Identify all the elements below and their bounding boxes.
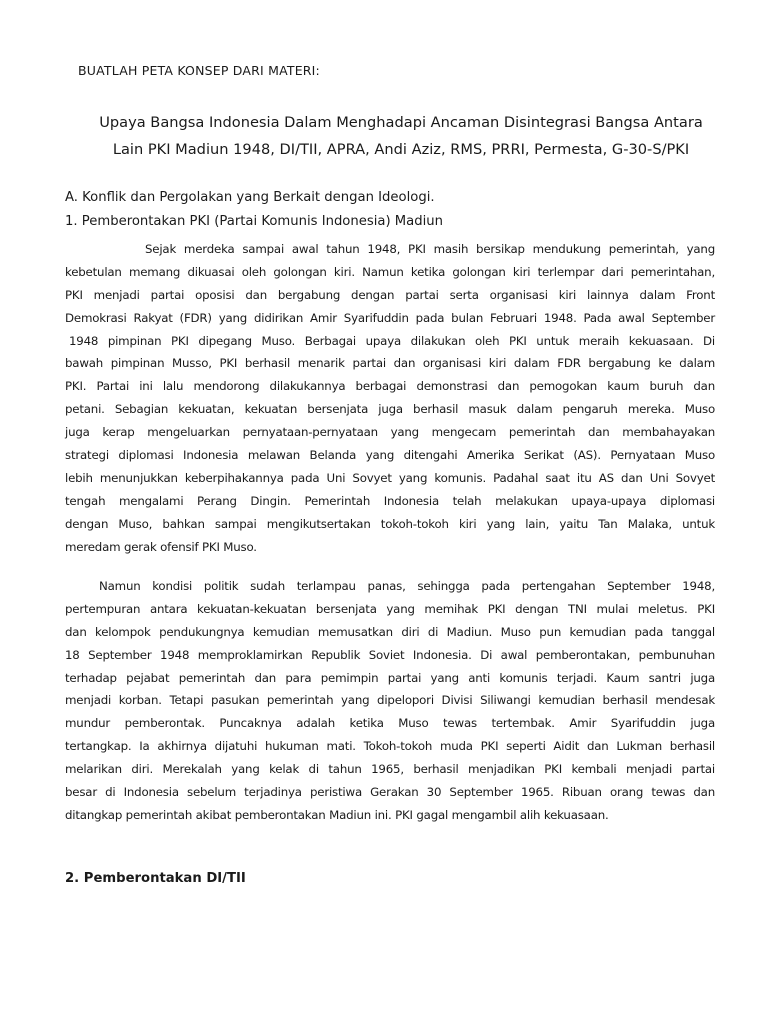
paragraph-line: dengan Muso, bahkan sampai mengikutsertakan tokoh-tokoh kiri yang lain, yaitu Tan Malaka, untuk [65,516,715,531]
paragraph-line: petani. Sebagian kekuatan, kekuatan bersenjata juga berhasil masuk dalam pengaruh mereka. Muso [65,402,715,417]
section-2-heading: 2. Pemberontakan DI/TII [65,871,246,886]
paragraph-line: ditangkap pemerintah akibat pemberontakan Madiun ini. PKI gagal mengambil alih kekuasaan. [65,807,609,822]
document-title [60,109,742,163]
paragraph-line: tengah mengalami Perang Dingin. Pemerintah Indonesia telah melakukan upaya-upaya diplomasi [65,493,715,508]
paragraph-line: meredam gerak ofensif PKI Muso. [65,539,257,554]
paragraph-line: lebih menunjukkan keberpihakannya pada Uni Sovyet yang komunis. Padahal saat itu AS dan Uni Sovyet [65,470,715,485]
paragraph-line: Namun kondisi politik sudah terlampau panas, sehingga pada pertengahan September 1948, [99,579,715,593]
paragraph-line: juga kerap mengeluarkan pernyataan-pernyataan yang mengecam pemerintah dan membahayakan [65,425,715,440]
instruction-text: BUATLAH PETA KONSEP DARI MATERI: [78,63,320,78]
paragraph-line: strategi diplomasi Indonesia melawan Belanda yang ditengahi Amerika Serikat (AS). Pernyataan Muso [65,448,715,463]
paragraph-line: dan kelompok pendukungnya kemudian memusatkan diri di Madiun. Muso pun kemudian pada tanggal [65,624,715,639]
paragraph-2 [65,575,715,827]
paragraph-line: Sejak merdeka sampai awal tahun 1948, PKI masih bersikap mendukung pemerintah, yang [145,242,715,256]
paragraph-line: bawah pimpinan Musso, PKI berhasil menarik partai dan organisasi kiri dalam FDR bergabung ke dalam [65,356,715,371]
paragraph-line: tertangkap. Ia akhirnya dijatuhi hukuman mati. Tokoh-tokoh muda PKI seperti Aidit dan Lukman berhasil [65,739,715,754]
section-1-heading: 1. Pemberontakan PKI (Partai Komunis Indonesia) Madiun [65,214,444,229]
paragraph-line: melarikan diri. Merekalah yang kelak di tahun 1965, berhasil menjadikan PKI kembali menjadi partai [65,762,715,777]
paragraph-line: PKI. Partai ini lalu mendorong dilakukannya berbagai demonstrasi dan pemogokan kaum buruh dan [65,379,715,394]
paragraph-line: besar di Indonesia sebelum terjadinya peristiwa Gerakan 30 September 1965. Ribuan orang tewas dan [65,785,715,800]
paragraph-line: pertempuran antara kekuatan-kekuatan bersenjata yang memihak PKI dengan TNI mulai meletus. PKI [65,601,715,616]
paragraph-line: Demokrasi Rakyat (FDR) yang didirikan Amir Syarifuddin pada bulan Februari 1948. Pada awal September [65,310,715,325]
paragraph-line: menjadi korban. Tetapi pasukan pemerintah yang dipelopori Divisi Siliwangi kemudian berhasil mendesak [65,693,715,708]
paragraph-line: mundur pemberontak. Puncaknya adalah ketika Muso tewas tertembak. Amir Syarifuddin juga [65,716,715,731]
paragraph-line: PKI menjadi partai oposisi dan bergabung dengan partai serta organisasi kiri lainnya dalam Front [65,287,715,302]
paragraph-line: kebetulan memang dikuasai oleh golongan kiri. Namun ketika golongan kiri terlempar dari pemerintahan, [65,264,715,279]
section-a-heading: A. Konflik dan Pergolakan yang Berkait dengan Ideologi. [65,190,435,205]
paragraph-1 [65,238,715,558]
paragraph-line: terhadap pejabat pemerintah dan para pemimpin partai yang anti komunis terjadi. Kaum santri juga [65,670,715,685]
paragraph-line: 18 September 1948 memproklamirkan Republik Soviet Indonesia. Di awal pemberontakan, pembunuhan [65,647,715,662]
title-line-2: Lain PKI Madiun 1948, DI/TII, APRA, Andi Aziz, RMS, PRRI, Permesta, G-30-S/PKI [112,141,690,158]
paragraph-line: 1948 pimpinan PKI dipegang Muso. Berbagai upaya dilakukan oleh PKI untuk meraih kekuasaan. Di [69,333,715,348]
title-line-1: Upaya Bangsa Indonesia Dalam Menghadapi Ancaman Disintegrasi Bangsa Antara [99,114,703,131]
